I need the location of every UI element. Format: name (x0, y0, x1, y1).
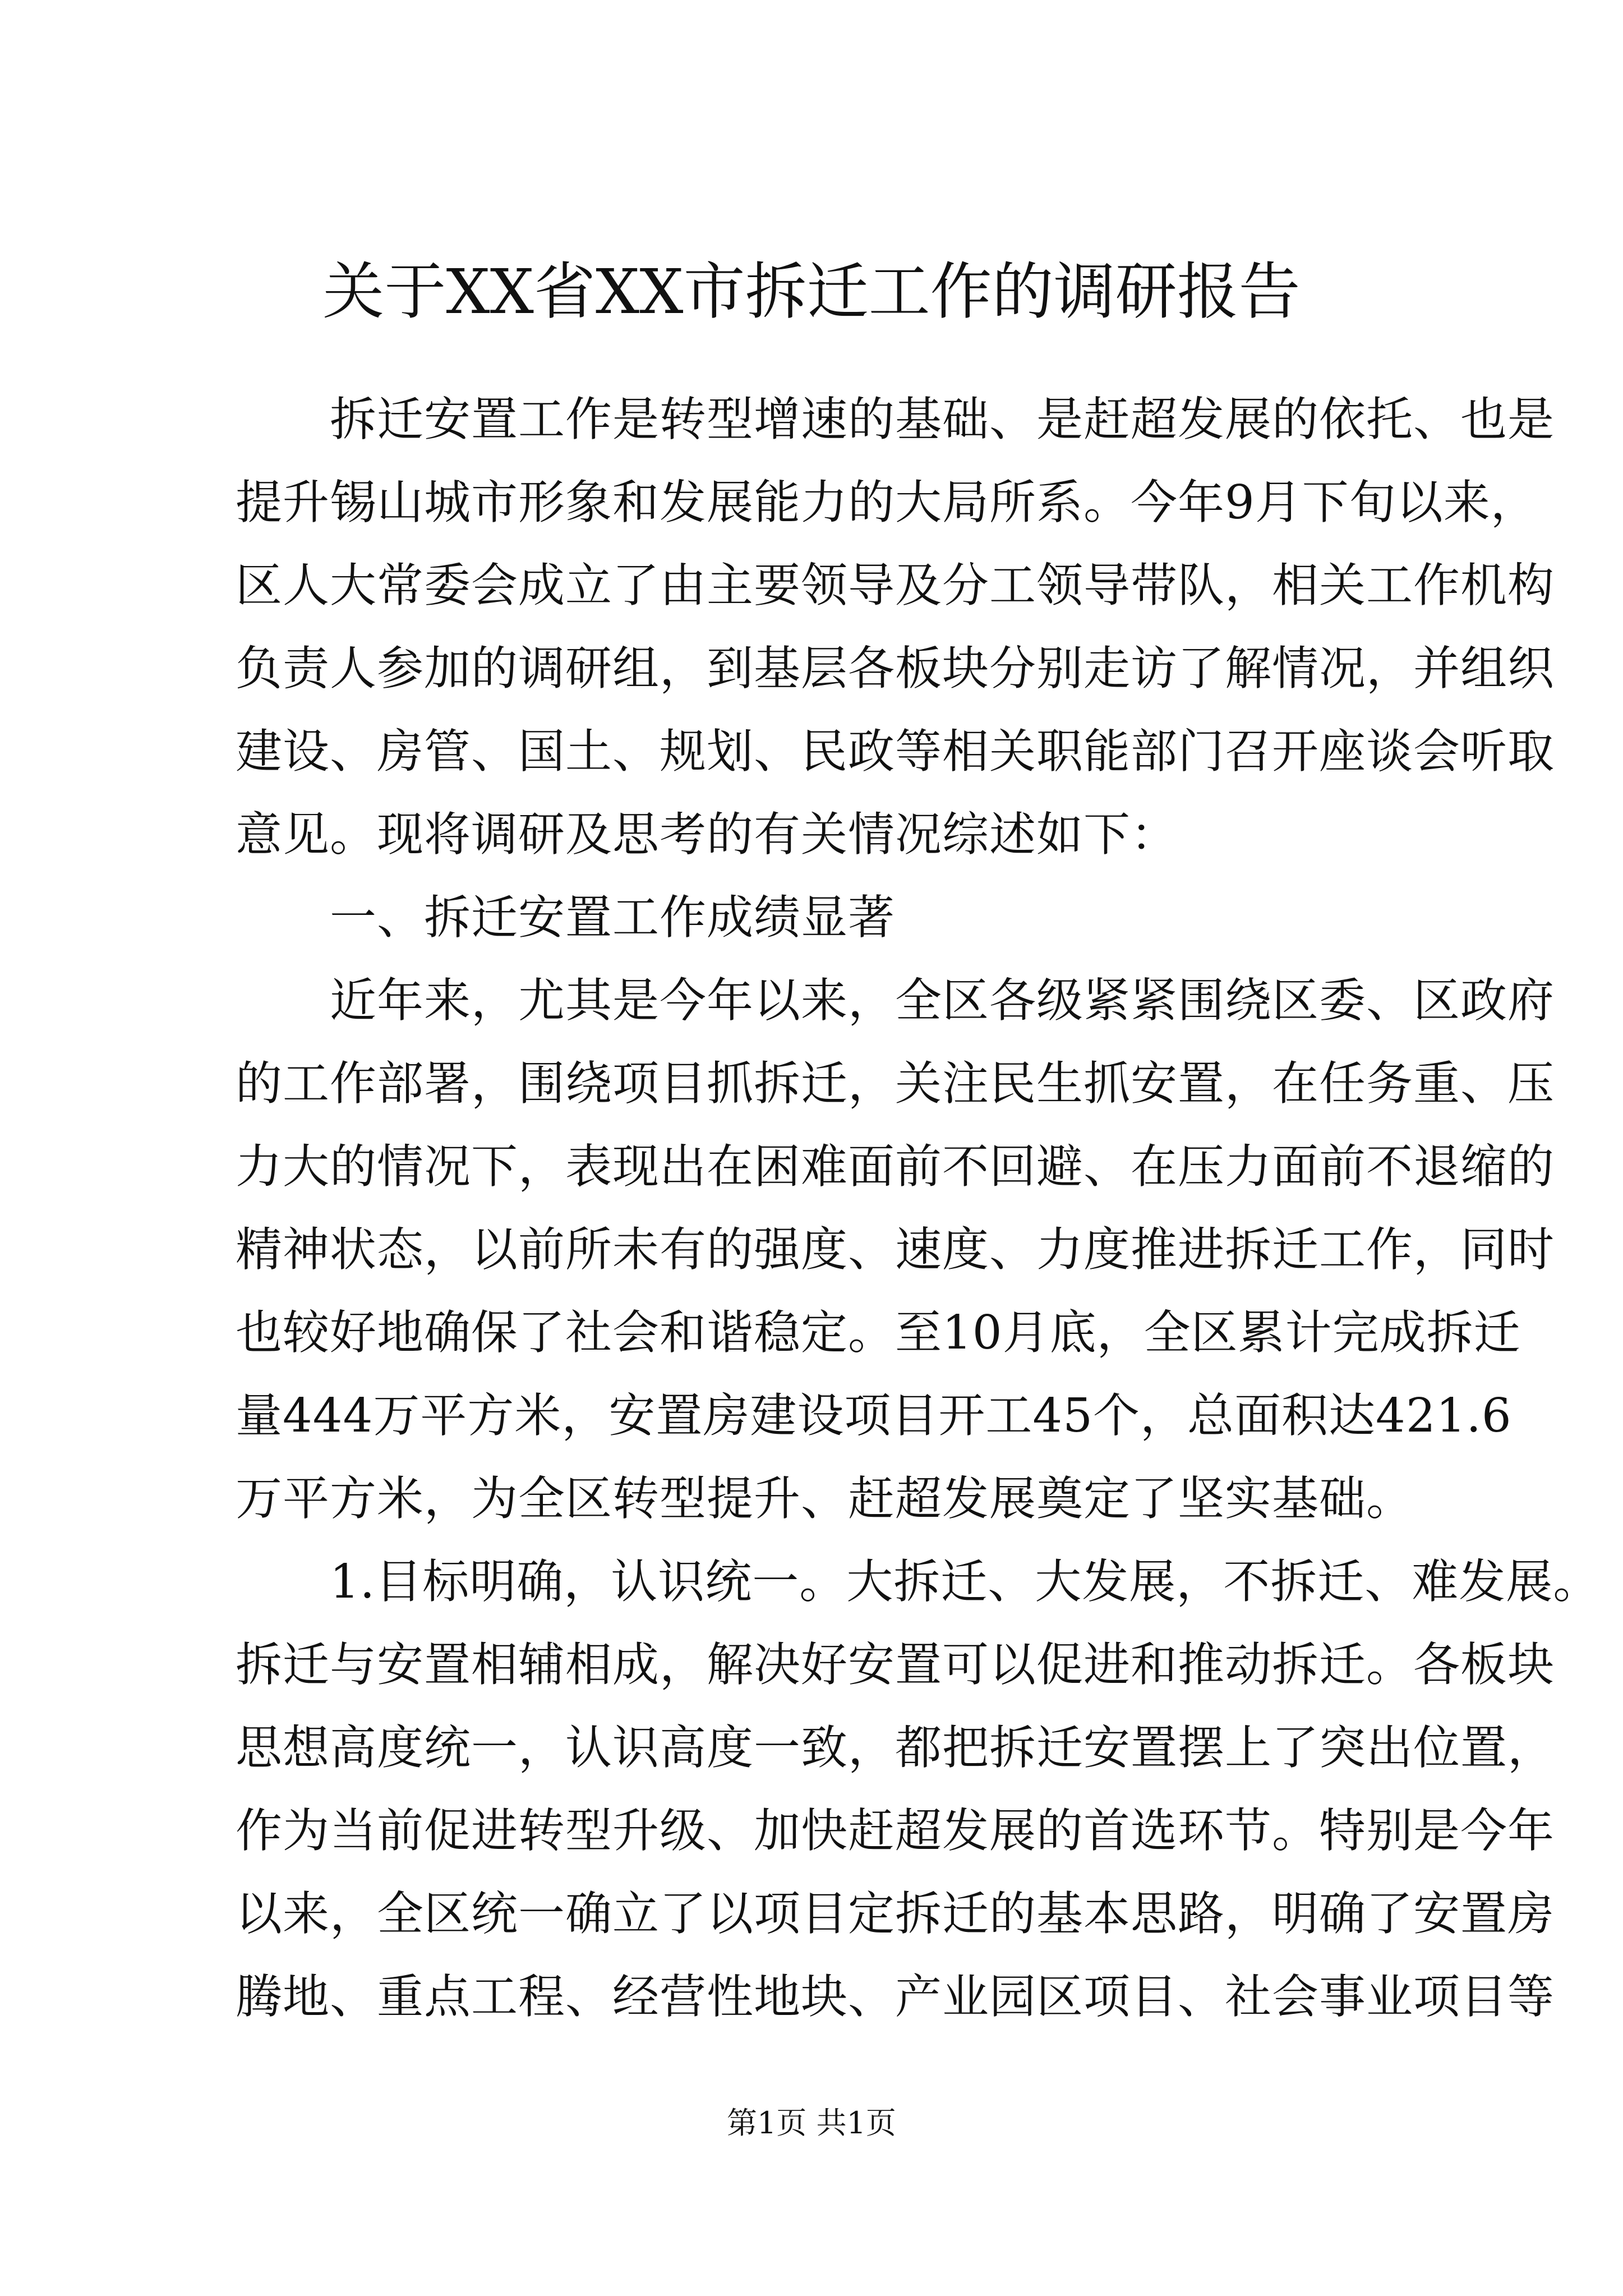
body-line: 量444万平方米，安置房建设项目开工45个，总面积达421.6 (236, 1388, 1512, 1443)
body-line: 以来，全区统一确立了以项目定拆迁的基本思路，明确了安置房 (236, 1887, 1555, 1941)
body-line: 万平方米，为全区转型提升、赶超发展奠定了坚实基础。 (236, 1471, 1413, 1526)
body-line: 腾地、重点工程、经营性地块、产业园区项目、社会事业项目等 (236, 1970, 1555, 2024)
body-line: 力大的情况下，表现出在困难面前不回避、在压力面前不退缩的 (236, 1139, 1555, 1194)
body-line: 负责人参加的调研组，到基层各板块分别走访了解情况，并组织 (236, 641, 1555, 696)
body-line: 拆迁与安置相辅相成，解决好安置可以促进和推动拆迁。各板块 (236, 1637, 1555, 1692)
body-line: 精神状态，以前所未有的强度、速度、力度推进拆迁工作，同时 (236, 1222, 1555, 1277)
section-heading: 一、拆迁安置工作成绩显著 (236, 890, 895, 945)
body-line: 也较好地确保了社会和谐稳定。至10月底，全区累计完成拆迁 (236, 1305, 1521, 1360)
body-line: 区人大常委会成立了由主要领导及分工领导带队，相关工作机构 (236, 558, 1555, 613)
body-line: 1.目标明确，认识统一。大拆迁、大发展，不拆迁、难发展。 (236, 1554, 1601, 1609)
body-line: 建设、房管、国土、规划、民政等相关职能部门召开座谈会听取 (236, 724, 1555, 779)
body-line: 的工作部署，围绕项目抓拆迁，关注民生抓安置，在任务重、压 (236, 1056, 1555, 1111)
body-line: 拆迁安置工作是转型增速的基础、是赶超发展的依托、也是 (236, 392, 1555, 447)
body-line: 意见。现将调研及思考的有关情况综述如下： (236, 807, 1178, 862)
document-body (236, 378, 1601, 2039)
body-line: 提升锡山城市形象和发展能力的大局所系。今年9月下旬以来， (236, 475, 1538, 530)
document-title: 关于XX省XX市拆迁工作的调研报告 (322, 256, 1301, 328)
body-line: 思想高度统一，认识高度一致，都把拆迁安置摆上了突出位置， (236, 1720, 1555, 1775)
body-line: 近年来，尤其是今年以来，全区各级紧紧围绕区委、区政府 (236, 973, 1555, 1028)
page-footer: 第1页 共1页 (727, 2105, 896, 2141)
body-line: 作为当前促进转型升级、加快赶超发展的首选环节。特别是今年 (236, 1803, 1555, 1858)
